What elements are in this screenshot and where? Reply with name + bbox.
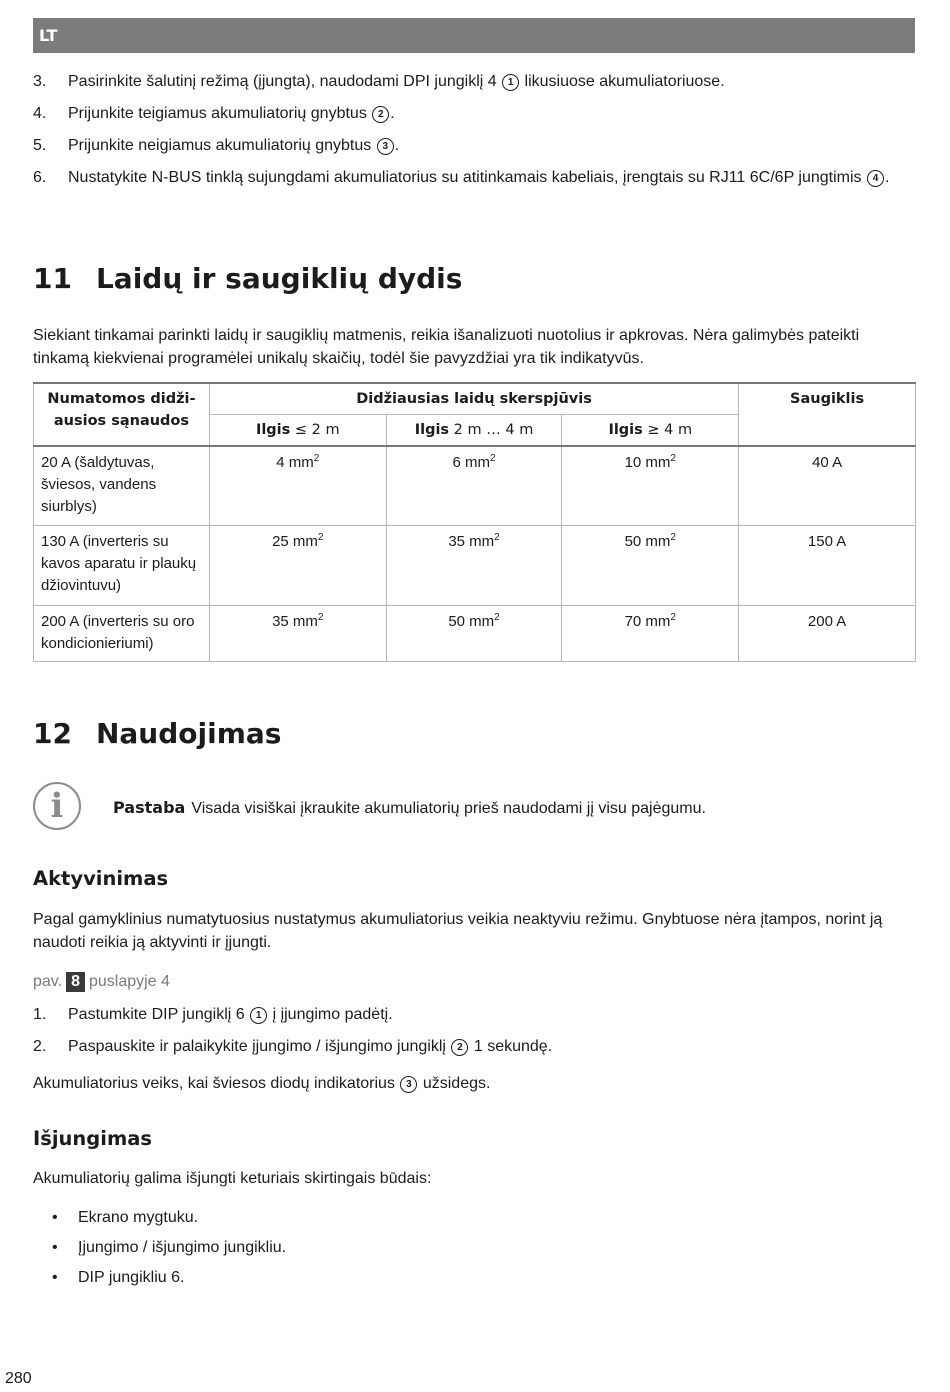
steps-list-top	[33, 70, 913, 198]
step-text: Pastumkite DIP jungiklį 6 1 į įjungimo padėtį.	[68, 1006, 393, 1023]
circled-number-icon: 4	[867, 170, 884, 187]
list-item	[33, 166, 913, 189]
length-header: Ilgis 2 m … 4 m	[386, 415, 562, 447]
section-11-intro: Siekiant tinkamai parinkti laidų ir saugiklių matmenis, reikia išanalizuoti nuotolius ir apkrovas. Nėra galimybės pateikti tinkamą kiekvienai programėlei unikalų skaičių, todėl šie pavyzdžiai yra tik indikatyvūs.	[33, 327, 860, 367]
section-title: Laidų ir saugiklių dydis	[95, 262, 463, 295]
circled-number-icon: 3	[377, 138, 394, 155]
fuse-cell: 40 A	[739, 446, 916, 525]
section-12-heading	[33, 717, 281, 750]
page-number: 280	[5, 1370, 32, 1387]
list-item: • DIP jungikliu 6.	[52, 1266, 286, 1289]
list-item	[33, 70, 913, 93]
info-icon: i	[33, 782, 81, 830]
step-number: 3.	[33, 73, 47, 90]
circled-number-icon: 1	[502, 74, 519, 91]
table-row	[34, 446, 916, 525]
list-item: • Įjungimo / išjungimo jungikliu.	[52, 1236, 286, 1259]
deactivation-list	[52, 1206, 286, 1296]
fuse-cell: 150 A	[739, 525, 916, 605]
table-row	[34, 525, 916, 605]
cross-section-cell: 4 $mm^2$	[209, 446, 386, 525]
col-consumption-header: Numatomos didži-ausios sąnaudos	[34, 383, 210, 446]
step-text: Pasirinkite šalutinį režimą (įjungta), naudodami DPI jungiklį 4 1 likusiuose akumuliatoriuose.	[68, 73, 725, 90]
step-number: 1.	[33, 1006, 47, 1023]
bullet-icon: •	[52, 1209, 58, 1226]
circled-number-icon: 2	[451, 1039, 468, 1056]
section-title: Naudojimas	[95, 717, 282, 750]
note	[113, 796, 706, 820]
list-item	[33, 102, 913, 125]
length-header: Ilgis ≥ 4 m	[562, 415, 739, 447]
bullet-icon: •	[52, 1269, 58, 1286]
section-number: 12	[33, 717, 72, 750]
load-cell: 130 A (inverteris su kavos aparatu ir plaukų džiovintuvu)	[34, 525, 210, 605]
table-row	[34, 605, 916, 661]
cross-section-cell: 50 $mm^2$	[562, 525, 739, 605]
figure-number-badge: 8	[66, 972, 85, 992]
cross-section-cell: 70 $mm^2$	[562, 605, 739, 661]
deactivation-intro: Akumuliatorių galima išjungti keturiais skirtingais būdais:	[33, 1170, 432, 1187]
note-body: Visada visiškai įkraukite akumuliatorių prieš naudodami jį visu pajėgumu.	[191, 800, 706, 817]
circled-number-icon: 2	[372, 106, 389, 123]
fuse-cell: 200 A	[739, 605, 916, 661]
activation-heading: Aktyvinimas	[33, 867, 169, 890]
step-text: Prijunkite neigiamus akumuliatorių gnybtus 3 .	[68, 137, 400, 154]
cross-section-cell: 35 $mm^2$	[209, 605, 386, 661]
list-item	[33, 134, 913, 157]
load-cell: 200 A (inverteris su oro kondicionieriumi)	[34, 605, 210, 661]
figure-reference: pav. 8 puslapyje 4	[33, 973, 170, 990]
deactivation-heading: Išjungimas	[33, 1127, 153, 1150]
step-number: 2.	[33, 1038, 47, 1055]
language-code: LT	[39, 26, 58, 45]
circled-number-icon: 3	[400, 1076, 417, 1093]
section-number: 11	[33, 262, 72, 295]
cross-section-cell: 10 $mm^2$	[562, 446, 739, 525]
language-header-bar	[33, 18, 915, 53]
cross-section-cell: 50 $mm^2$	[386, 605, 562, 661]
cross-section-cell: 6 $mm^2$	[386, 446, 562, 525]
col-fuse-header: Saugiklis	[739, 383, 916, 446]
step-text: Paspauskite ir palaikykite įjungimo / išjungimo jungiklį 2 1 sekundę.	[68, 1038, 553, 1055]
list-item	[33, 1003, 913, 1026]
list-item: • Ekrano mygtuku.	[52, 1206, 286, 1229]
activation-result: Akumuliatorius veiks, kai šviesos diodų indikatorius 3 užsidegs.	[33, 1075, 491, 1092]
step-text: Nustatykite N-BUS tinklą sujungdami akumuliatorius su atitinkamais kabeliais, įrengtais su RJ11 6C/6P jungtimis 4 .	[68, 169, 890, 186]
activation-intro: Pagal gamyklinius numatytuosius nustatymus akumuliatorius veikia neaktyviu režimu. Gnybtuose nėra įtampos, norint ją naudoti reikia ją aktyvinti ir įjungti.	[33, 911, 883, 951]
wire-fuse-table	[33, 382, 916, 662]
section-11-heading	[33, 262, 462, 295]
step-number: 4.	[33, 105, 47, 122]
activation-steps	[33, 1003, 913, 1067]
list-item	[33, 1035, 913, 1058]
cross-section-cell: 25 $mm^2$	[209, 525, 386, 605]
step-number: 5.	[33, 137, 47, 154]
circled-number-icon: 1	[250, 1007, 267, 1024]
step-number: 6.	[33, 169, 47, 186]
step-text: Prijunkite teigiamus akumuliatorių gnybtus 2 .	[68, 105, 395, 122]
length-header: Ilgis ≤ 2 m	[209, 415, 386, 447]
col-cross-section-header: Didžiausias laidų skerspjūvis	[209, 383, 738, 415]
note-label: Pastaba	[113, 798, 186, 817]
bullet-icon: •	[52, 1239, 58, 1256]
load-cell: 20 A (šaldytuvas, šviesos, vandens siurblys)	[34, 446, 210, 525]
cross-section-cell: 35 $mm^2$	[386, 525, 562, 605]
